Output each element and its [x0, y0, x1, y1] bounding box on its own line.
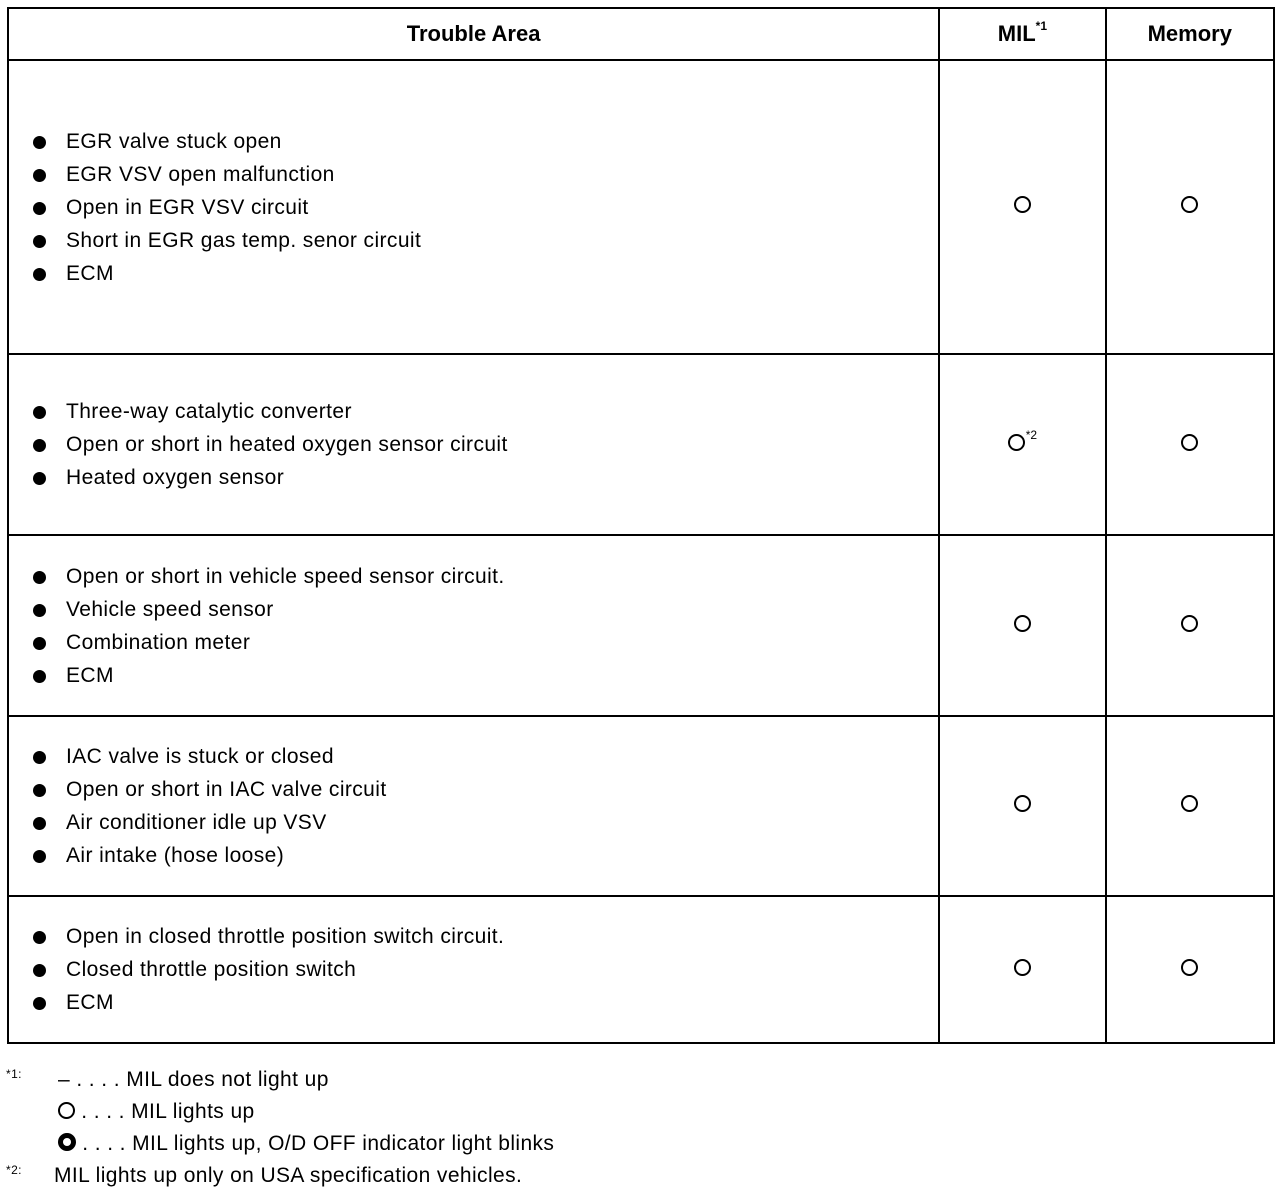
footnote-1-circle-text: . . . . MIL lights up [81, 1100, 255, 1123]
bullet-icon [33, 931, 46, 944]
header-mil [939, 8, 1105, 60]
header-memory [1106, 8, 1274, 60]
bullet-icon [33, 136, 46, 149]
list-item: Air conditioner idle up VSV [33, 806, 938, 839]
memory-cell [1106, 60, 1274, 354]
bullet-icon [33, 169, 46, 182]
list-item: Three-way catalytic converter [33, 395, 938, 428]
table-row [8, 535, 1274, 716]
bullet-icon [33, 406, 46, 419]
bullet-icon [33, 604, 46, 617]
trouble-area-list [33, 740, 938, 872]
list-item: Open or short in heated oxygen sensor circuit [33, 428, 938, 461]
mil-cell [939, 60, 1105, 354]
table-row [8, 896, 1274, 1043]
bullet-icon [33, 964, 46, 977]
memory-cell [1106, 535, 1274, 716]
memory-yes-icon [1181, 615, 1198, 632]
header-trouble-area-label: Trouble Area [406, 21, 541, 46]
header-trouble-area [8, 8, 939, 60]
list-item: Open in EGR VSV circuit [33, 191, 938, 224]
trouble-area-cell [8, 535, 939, 716]
bullet-icon [33, 850, 46, 863]
trouble-area-list [33, 395, 938, 494]
mil-lights-up-icon [1014, 959, 1031, 976]
trouble-area-list [33, 920, 938, 1019]
trouble-area-list [33, 560, 938, 692]
list-item: Open or short in vehicle speed sensor circuit. [33, 560, 938, 593]
trouble-area-cell [8, 716, 939, 896]
bullet-icon [33, 439, 46, 452]
footnote-2-text: MIL lights up only on USA specification vehicles. [54, 1164, 523, 1187]
bullet-icon [33, 472, 46, 485]
list-item: ECM [33, 659, 938, 692]
mil-cell [939, 535, 1105, 716]
trouble-area-list [33, 125, 938, 290]
memory-yes-icon [1181, 795, 1198, 812]
bullet-icon [33, 997, 46, 1010]
trouble-area-cell [8, 354, 939, 535]
footnote-1-dash-text: – . . . . MIL does not light up [58, 1068, 329, 1091]
bullet-icon [33, 235, 46, 248]
list-item: IAC valve is stuck or closed [33, 740, 938, 773]
memory-cell [1106, 896, 1274, 1043]
trouble-area-cell [8, 60, 939, 354]
bullet-icon [33, 202, 46, 215]
footnote-1-double-wrap [58, 1128, 554, 1160]
open-circle-icon [58, 1102, 75, 1119]
list-item: Open in closed throttle position switch circuit. [33, 920, 938, 953]
mil-lights-up-icon [1014, 196, 1031, 213]
list-item: EGR valve stuck open [33, 125, 938, 158]
list-item: Open or short in IAC valve circuit [33, 773, 938, 806]
header-memory-label: Memory [1147, 21, 1232, 46]
mil-footnote-ref: *2 [1025, 427, 1038, 442]
bullet-icon [33, 817, 46, 830]
footnote-1-ref: *1: [6, 1067, 22, 1081]
memory-yes-icon [1181, 959, 1198, 976]
memory-cell [1106, 354, 1274, 535]
memory-cell [1106, 716, 1274, 896]
list-item: Short in EGR gas temp. senor circuit [33, 224, 938, 257]
mil-cell [939, 896, 1105, 1043]
table-row [8, 60, 1274, 354]
bullet-icon [33, 784, 46, 797]
list-item: Heated oxygen sensor [33, 461, 938, 494]
trouble-area-cell [8, 896, 939, 1043]
memory-yes-icon [1181, 196, 1198, 213]
bullet-icon [33, 268, 46, 281]
header-mil-note: *1 [1035, 19, 1048, 33]
bullet-icon [33, 751, 46, 764]
list-item: Closed throttle position switch [33, 953, 938, 986]
mil-lights-up-icon [1008, 434, 1025, 451]
double-circle-icon [58, 1133, 76, 1151]
footnote-1-circle-wrap [58, 1096, 255, 1128]
bullet-icon [33, 571, 46, 584]
table-row [8, 716, 1274, 896]
bullet-icon [33, 670, 46, 683]
list-item: ECM [33, 986, 938, 1019]
mil-lights-up-icon [1014, 795, 1031, 812]
trouble-area-table [7, 7, 1275, 1044]
mil-lights-up-icon [1014, 615, 1031, 632]
list-item: EGR VSV open malfunction [33, 158, 938, 191]
mil-cell [939, 716, 1105, 896]
table-header-row [8, 8, 1274, 60]
footnote-2-ref: *2: [6, 1163, 22, 1177]
header-mil-label: MIL [997, 21, 1036, 46]
list-item: Vehicle speed sensor [33, 593, 938, 626]
list-item: Air intake (hose loose) [33, 839, 938, 872]
list-item: Combination meter [33, 626, 938, 659]
table-row [8, 354, 1274, 535]
bullet-icon [33, 637, 46, 650]
footnote-1-double-text: . . . . MIL lights up, O/D OFF indicator light blinks [82, 1132, 555, 1155]
mil-cell [939, 354, 1105, 535]
memory-yes-icon [1181, 434, 1198, 451]
list-item: ECM [33, 257, 938, 290]
